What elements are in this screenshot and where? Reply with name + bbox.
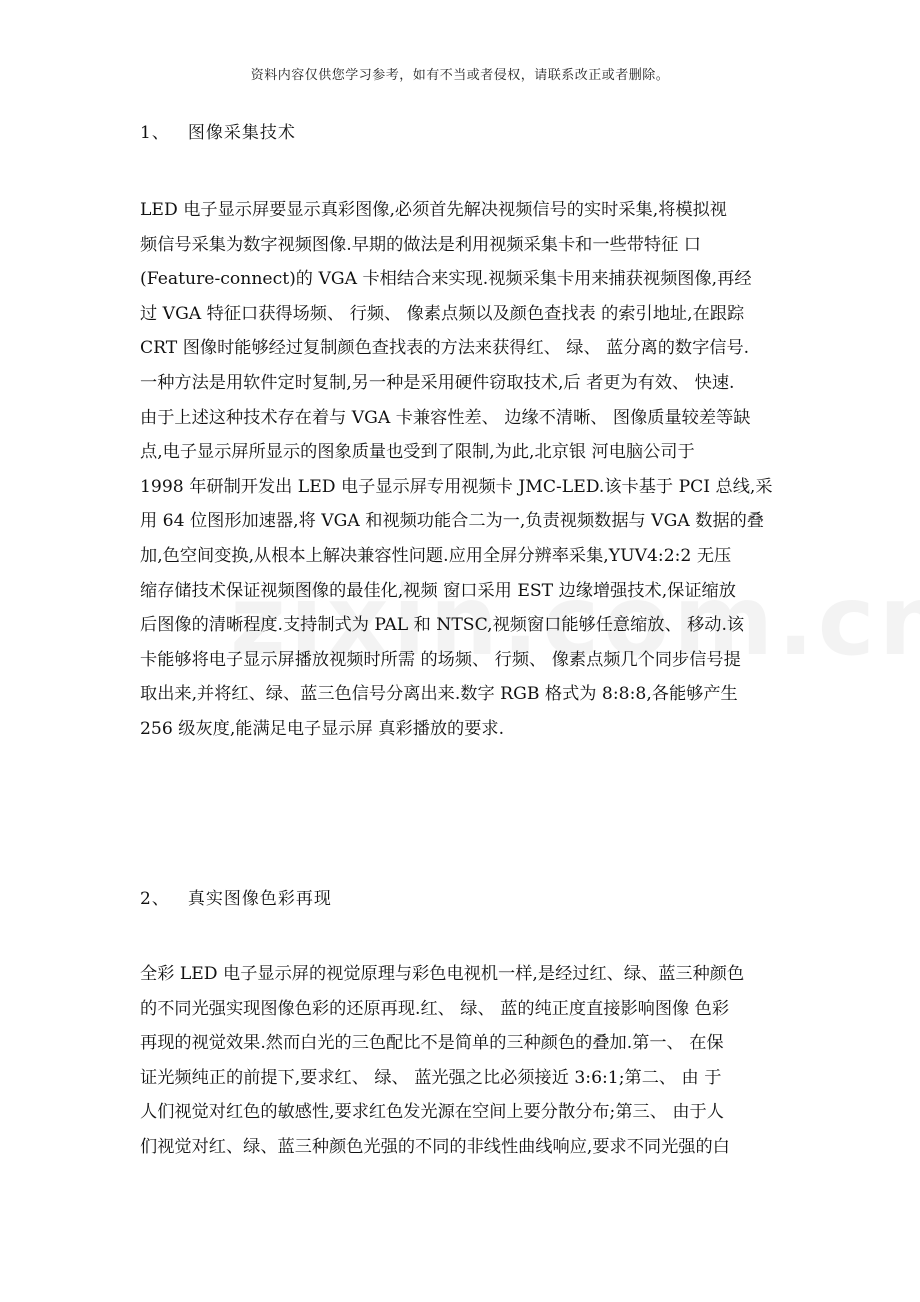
paragraph-line: 256 级灰度,能满足电子显示屏 真彩播放的要求. [140,718,505,739]
section-2-heading [140,884,332,909]
paragraph-line: LED 电子显示屏要显示真彩图像,必须首先解决视频信号的实时采集,将模拟视 [140,200,727,220]
section-2-title: 真实图像色彩再现 [187,889,332,909]
paragraph-line: 用 64 位图形加速器,将 VGA 和视频功能合二为一,负责视频数据与 VGA 数据的叠 [140,511,764,532]
paragraph-line: 取出来,并将红、绿、蓝三色信号分离出来.数字 RGB 格式为 8:8:8,各能够产生 [140,684,738,705]
section-1-number: 1、 [140,123,170,143]
paragraph-line: 再现的视觉效果.然而白光的三色配比不是简单的三种颜色的叠加.第一、 在保 [140,1033,724,1054]
paragraph-line: 由于上述这种技术存在着与 VGA 卡兼容性差、 边缘不清晰、 图像质量较差等缺 [140,407,751,428]
paragraph-line: 人们视觉对红色的敏感性,要求红色发光源在空间上要分散分布;第三、 由于人 [140,1102,724,1123]
paragraph-line: 缩存储技术保证视频图像的最佳化,视频 窗口采用 EST 边缘增强技术,保证缩放 [140,580,736,601]
paragraph-line: 证光频纯正的前提下,要求红、 绿、 蓝光强之比必须接近 3:6:1;第二、 由 于 [140,1067,722,1088]
paragraph-line: 过 VGA 特征口获得场频、 行频、 像素点频以及颜色查找表 的索引地址,在跟踪 [140,303,745,324]
paragraph-line: 后图像的清晰程度.支持制式为 PAL 和 NTSC,视频窗口能够任意缩放、 移动.该 [140,615,745,636]
section-1-body [140,193,790,747]
paragraph-line: 频信号采集为数字视频图像.早期的做法是利用视频采集卡和一些带特征 口 [140,234,701,255]
disclaimer-header: 资料内容仅供您学习参考，如有不当或者侵权，请联系改正或者删除。 [250,68,670,83]
paragraph-line: 点,电子显示屏所显示的图象质量也受到了限制,为此,北京银 河电脑公司于 [140,442,695,463]
paragraph-line: CRT 图像时能够经过复制颜色查找表的方法来获得红、 绿、 蓝分离的数字信号. [140,338,750,359]
paragraph-line: 加,色空间变换,从根本上解决兼容性问题.应用全屏分辨率采集,YUV4:2:2 无压 [140,545,732,566]
paragraph-line: (Feature-connect)的 VGA 卡相结合来实现.视频采集卡用来捕获视频图像,再经 [140,269,752,290]
section-1-title: 图像采集技术 [187,123,296,143]
section-2-body [140,957,790,1165]
paragraph-line: 一种方法是用软件定时复制,另一种是采用硬件窃取技术,后 者更为有效、 快速. [140,372,735,393]
paragraph-line: 1998 年研制开发出 LED 电子显示屏专用视频卡 JMC-LED.该卡基于 PCI 总线,采 [140,476,773,497]
paragraph-line: 们视觉对红、绿、蓝三种颜色光强的不同的非线性曲线响应,要求不同光强的白 [140,1136,730,1157]
section-2-number: 2、 [140,889,170,909]
paragraph-line: 卡能够将电子显示屏播放视频时所需 的场频、 行频、 像素点频几个同步信号提 [140,649,741,670]
paragraph-line: 全彩 LED 电子显示屏的视觉原理与彩色电视机一样,是经过红、绿、蓝三种颜色 [140,964,745,984]
paragraph-line: 的不同光强实现图像色彩的还原再现.红、 绿、 蓝的纯正度直接影响图像 色彩 [140,998,730,1019]
section-1-heading [140,118,296,143]
